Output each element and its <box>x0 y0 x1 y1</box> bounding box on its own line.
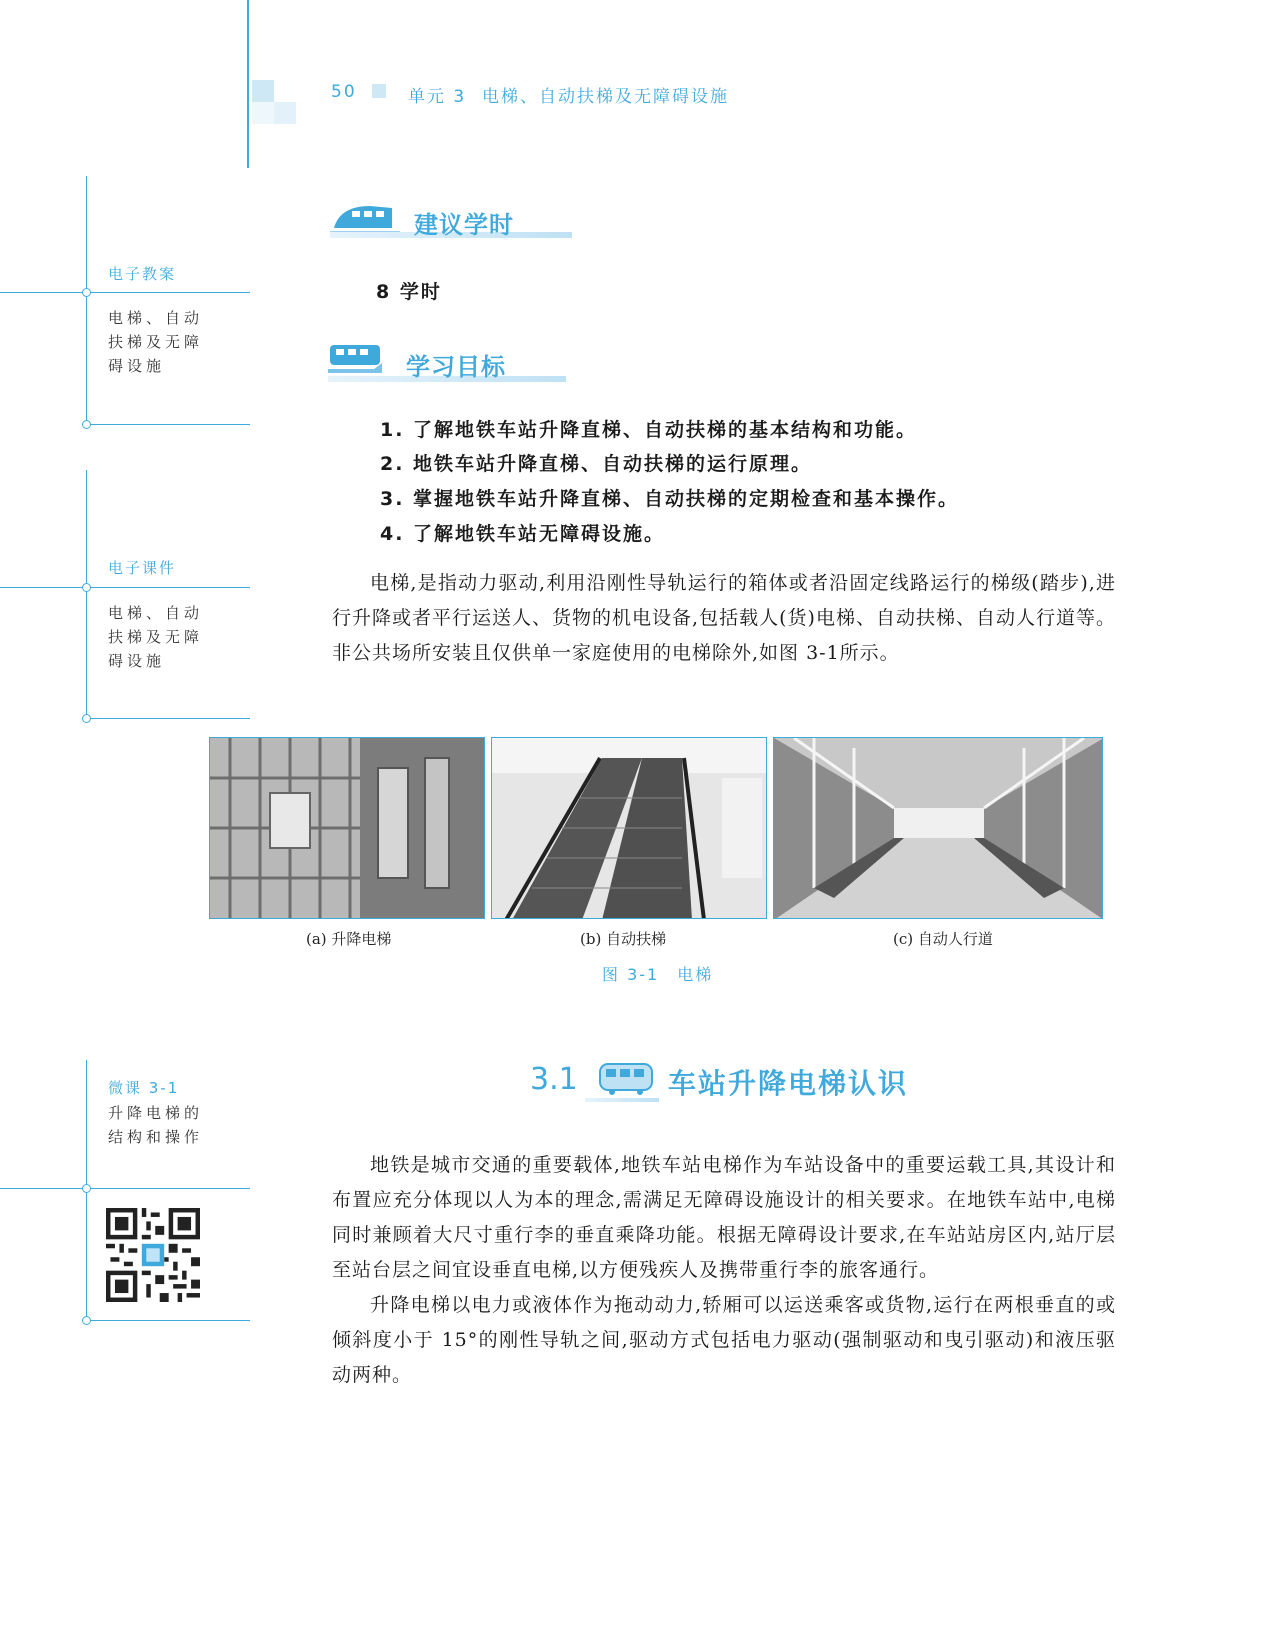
goal-item: 1. 了解地铁车站升降直梯、自动扶梯的基本结构和功能。 <box>380 419 918 441</box>
sidebar-node-icon <box>82 1184 91 1193</box>
section-31-body <box>332 1148 1116 1393</box>
sidebar-text-lesson-plan: 电梯、自动 扶梯及无障 碍设施 <box>108 309 204 375</box>
goal-item: 2. 地铁车站升降直梯、自动扶梯的运行原理。 <box>380 453 813 475</box>
section-title-31: 车站升降电梯认识 <box>668 1067 909 1100</box>
bus-icon <box>598 1056 656 1098</box>
sidebar-divider <box>0 1188 250 1189</box>
section-title-goals: 学习目标 <box>406 353 506 381</box>
sidebar-divider <box>86 718 250 719</box>
header-decor-square <box>252 102 274 124</box>
sidebar-divider <box>0 587 250 588</box>
sidebar-label-courseware: 电子课件 <box>108 559 177 577</box>
sidebar-node-icon <box>82 583 91 592</box>
sidebar-divider <box>0 292 250 293</box>
header-decor-square <box>274 102 296 124</box>
section-title-hours: 建议学时 <box>414 211 514 239</box>
hours-value: 8 学时 <box>376 281 442 303</box>
train-icon <box>328 343 398 379</box>
unit-title: 电梯、自动扶梯及无障碍设施 <box>482 87 729 107</box>
section-31-paragraph: 升降电梯以电力或液体作为拖动动力,轿厢可以运送乘客或货物,运行在两根垂直的或倾斜度小于 15°的刚性导轨之间,驱动方式包括电力驱动(强制驱动和曳引驱动)和液压驱动两种。 <box>332 1294 1116 1386</box>
header-vertical-rule <box>247 0 249 168</box>
goal-item: 3. 掌握地铁车站升降直梯、自动扶梯的定期检查和基本操作。 <box>380 488 960 510</box>
header-decor-square <box>252 80 274 102</box>
photo-moving-walkway <box>773 737 1103 919</box>
header-decor-square <box>372 84 386 98</box>
unit-label: 单元 3 <box>408 87 467 107</box>
sidebar-label-lesson-plan: 电子教案 <box>108 265 177 283</box>
sidebar-label-microlesson: 微课 3-1 <box>108 1079 180 1097</box>
sidebar-node-icon <box>82 1316 91 1325</box>
goal-item: 4. 了解地铁车站无障碍设施。 <box>380 523 666 545</box>
sidebar-text-microlesson: 升降电梯的 结构和操作 <box>108 1104 204 1146</box>
sidebar-divider <box>86 424 250 425</box>
caption-elevator: (a) 升降电梯 <box>306 930 392 948</box>
sidebar-divider <box>86 1320 250 1321</box>
section-number: 3.1 <box>530 1062 578 1097</box>
caption-escalator: (b) 自动扶梯 <box>580 930 667 948</box>
sidebar-node-icon <box>82 420 91 429</box>
photo-elevator <box>209 737 485 919</box>
sidebar-rule <box>86 470 87 718</box>
section-31-paragraph: 地铁是城市交通的重要载体,地铁车站电梯作为车站设备中的重要运载工具,其设计和布置应充分体现以人为本的理念,需满足无障碍设施设计的相关要求。在地铁车站中,电梯同时兼顾着大尺寸重行李的垂直乘降功能。根据无障碍设计要求,在车站站房区内,站厅层至站台层之间宜设垂直电梯,以方便残疾人及携带重行李的旅客通行。 <box>332 1154 1116 1281</box>
qr-code-icon[interactable] <box>106 1208 200 1302</box>
intro-paragraph: 电梯,是指动力驱动,利用沿刚性导轨运行的箱体或者沿固定线路运行的梯级(踏步),进行升降或者平行运送人、货物的机电设备,包括载人(货)电梯、自动扶梯、自动人行道等。非公共场所安装且仅供单一家庭使用的电梯除外,如图 3-1所示。 <box>332 572 1116 664</box>
sidebar-node-icon <box>82 714 91 723</box>
photo-escalator <box>491 737 767 919</box>
sidebar-node-icon <box>82 288 91 297</box>
caption-moving-walkway: (c) 自动人行道 <box>893 930 993 948</box>
page-number: 50 <box>331 82 357 102</box>
section-underline <box>585 1098 659 1102</box>
sidebar-rule <box>86 176 87 424</box>
figure-title: 图 3-1 电梯 <box>602 965 714 984</box>
sidebar-text-courseware: 电梯、自动 扶梯及无障 碍设施 <box>108 604 204 670</box>
